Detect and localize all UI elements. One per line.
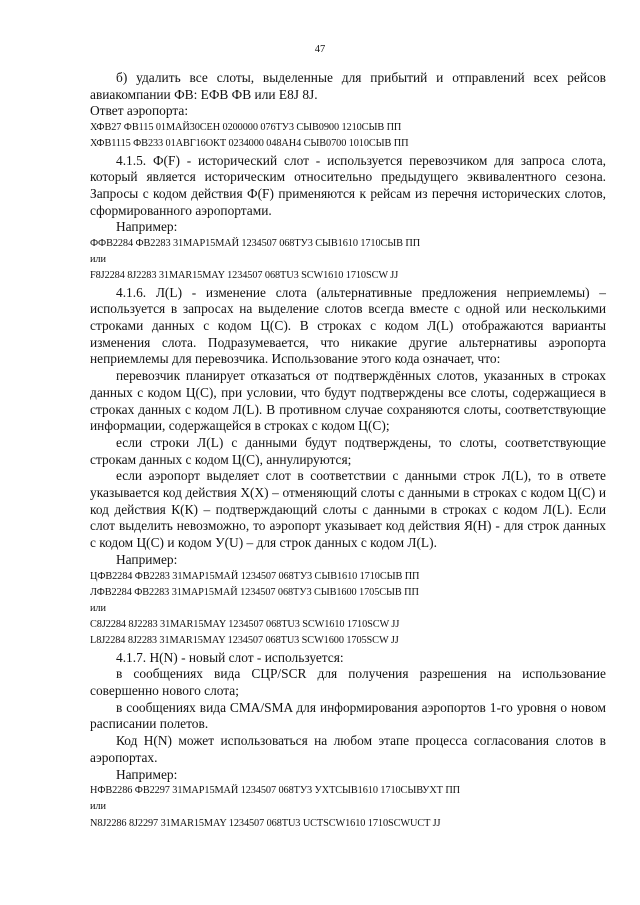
paragraph: перевозчик планирует отказаться от подтверждённых слотов, указанных в строках данных с кодом Ц(С), при условии, что будут подтверждены все слоты, содержащиеся в строках данных с кодом Л(L). В противном случае сохраняются слоты, соответствующие информации, содержащейся в строках с кодом Ц(С); bbox=[90, 368, 606, 434]
code-line: НФВ2286 ФВ2297 31МАР15МАЙ 1234507 068ТУ3 УХТСЫВ1610 1710СЫВУХТ ПП bbox=[90, 785, 460, 797]
code-line: ЦФВ2284 ФВ2283 31МАР15МАЙ 1234507 068ТУ3 СЫВ1610 1710СЫВ ПП bbox=[90, 570, 420, 582]
paragraph: в сообщениях вида СЦР/SCR для получения разрешения на использование совершенно нового слота; bbox=[90, 666, 606, 699]
code-line: F8J2284 8J2283 31MAR15MAY 1234507 068TU3 SCW1610 1710SCW JJ bbox=[90, 270, 399, 282]
document-body bbox=[90, 70, 606, 832]
code-line: C8J2284 8J2283 31MAR15MAY 1234507 068TU3 SCW1610 1710SCW JJ bbox=[90, 619, 400, 631]
paragraph: Например: bbox=[116, 766, 178, 782]
code-line: ХФВ27 ФВ115 01МАЙ30СЕН 0200000 076ТУ3 СЫВ0900 1210СЫВ ПП bbox=[90, 122, 402, 134]
paragraph: Код Н(N) может использоваться на любом этапе процесса согласования слотов в аэропортах. bbox=[90, 733, 606, 765]
code-line: или bbox=[90, 603, 106, 614]
code-line: L8J2284 8J2283 31MAR15MAY 1234507 068TU3 SCW1600 1705SCW JJ bbox=[90, 635, 399, 647]
paragraph: Например: bbox=[116, 551, 178, 567]
paragraph: 4.1.7. Н(N) - новый слот - используется: bbox=[116, 649, 344, 665]
paragraph: если строки Л(L) с данными будут подтверждены, то слоты, соответствующие строкам данных с кодом Ц(С), аннулируются; bbox=[90, 434, 606, 467]
paragraph: если аэропорт выделяет слот в соответствии с данными строк Л(L), то в ответе указывается код действия Х(Х) – отменяющий слоты с данными в строках с кодом Ц(С) и код действия К(К) – подтверждающий слоты с данными в строках с кодом Л(L). Если слот выделить невозможно, то аэропорт указывает код действия Я(Н) - для строк данных с кодом Ц(С) и кодом У(U) – для строк данных с кодом Л(L). bbox=[90, 468, 606, 551]
paragraph: 4.1.6. Л(L) - изменение слота (альтернативные предложения неприемлемы) – используется в запросах на выделение слотов всегда вместе с одной или несколькими строками данных с кодом Ц(С). В строках с кодом Л(L) отображаются варианты изменения слота. Подразумевается, что никакие другие альтернативы аэропорта неприемлемы для перевозчика. Использование этого кода означает, что: bbox=[90, 284, 606, 367]
code-line: или bbox=[90, 801, 106, 813]
paragraph: в сообщениях вида СМА/SMA для информирования аэропортов 1-го уровня о новом расписании полетов. bbox=[90, 699, 606, 732]
page-number: 47 bbox=[314, 44, 326, 55]
code-line: или bbox=[90, 254, 106, 266]
paragraph: Ответ аэропорта: bbox=[90, 103, 189, 119]
paragraph: 4.1.5. Ф(F) - исторический слот - используется перевозчиком для запроса слота, который является историческим относительно предыдущего эквивалентного сезона. Запросы с кодом действия Ф(F) применяются к рейсам из перечня исторических слотов, сформированного аэропортами. bbox=[90, 152, 606, 218]
paragraph: Например: bbox=[116, 219, 178, 235]
paragraph: б) удалить все слоты, выделенные для прибытий и отправлений всех рейсов авиакомпании ФВ: ЕФВ ФВ или E8J 8J. bbox=[90, 70, 606, 102]
code-line: ХФВ1115 ФВ233 01АВГ16ОКТ 0234000 048АН4 СЫВ0700 1010СЫВ ПП bbox=[90, 138, 409, 150]
code-line: N8J2286 8J2297 31MAR15MAY 1234507 068TU3 UCTSCW1610 1710SCWUCT JJ bbox=[90, 817, 441, 829]
code-line: ЛФВ2284 ФВ2283 31МАР15МАЙ 1234507 068ТУ3 СЫВ1600 1705СЫВ ПП bbox=[90, 586, 419, 598]
code-line: ФФВ2284 ФВ2283 31МАР15МАЙ 1234507 068ТУ3 СЫВ1610 1710СЫВ ПП bbox=[90, 238, 421, 250]
